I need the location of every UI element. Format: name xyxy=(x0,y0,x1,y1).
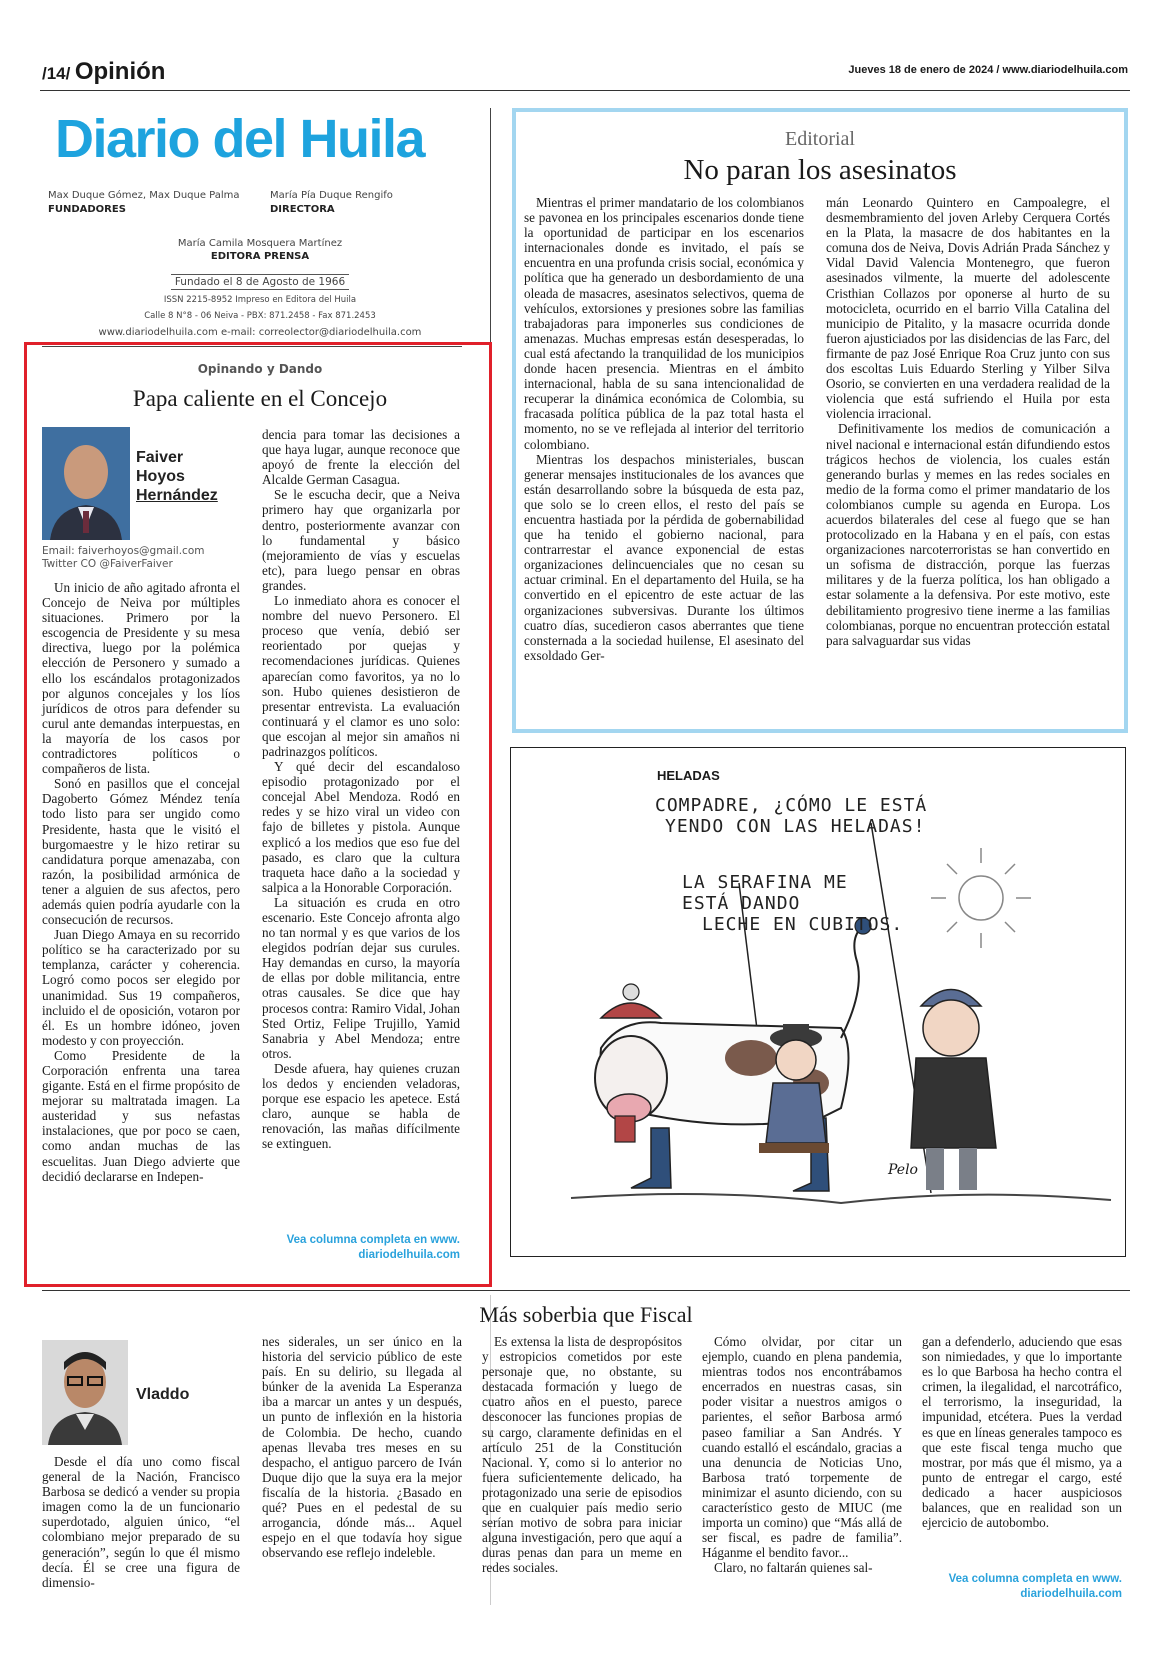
bottom-col1 xyxy=(42,1454,240,1590)
founders-names: Max Duque Gómez, Max Duque Palma xyxy=(48,190,240,201)
director-role: DIRECTORA xyxy=(270,204,335,215)
author-name: Faiver Hoyos Hernández xyxy=(136,449,218,504)
editorial-col1 xyxy=(524,195,804,663)
cartoonist-signature: Pelo xyxy=(888,1162,918,1178)
address: Calle 8 N°8 - 06 Neiva - PBX: 871.2458 - Fax 871.2453 xyxy=(144,311,376,321)
column-kicker: Opinando y Dando xyxy=(197,362,323,376)
bottom-col2 xyxy=(262,1334,462,1560)
column-body-col1 xyxy=(42,580,240,1184)
paragraph: Cómo olvidar, por citar un ejemplo, cuando en plena pandemia, mientras todos nos encontrábamos encerrados en nuestras casas, sin poder visitar a nuestros amigos o parientes, el señor Barbosa armó paseo familiar a San Andrés. Y cuando estalló el escándalo, gracias a una denuncia de Noticias Uno, Barbosa trató torpemente de minimizar el asunto diciendo, con su característico gesto de MIUC (me importa un comino) que “Más allá de ser fiscal, es padre de familia”. Háganme el bendito favor... xyxy=(702,1334,902,1561)
paragraph: Juan Diego Amaya en su recorrido político se ha caracterizado por su templanza, carácter y coherencia. Logró como pocos ser elegido por unanimidad. Sus 19 compañeros, incluido el de oposición, votaron por él. Es un hombre idóneo, joven modesto y con proyección. xyxy=(42,927,240,1048)
paragraph: gan a defenderlo, aduciendo que esas son nimiedades, y que lo importante es lo que Barbosa ha hecho contra el crimen, la ilegalidad, el narcotráfico, el terrorismo, la inseguridad, la impunidad, etcétera. Pues la verdad es que en líneas generales tampoco es que este fiscal tenga mucho que mostrar, por más que él mismo, ya a punto de entregar el cargo, esté dedicado a hacer auspiciosos balances, que en realidad son un ejercicio de autobombo. xyxy=(922,1334,1122,1531)
author-photo xyxy=(42,427,130,540)
vladdo-photo-image xyxy=(42,1340,128,1445)
paragraph: Un inicio de año agitado afronta el Concejo de Neiva por múltiples situaciones. Primero por la escogencia de Presidente y su mesa directiva, luego por la polémica elección de Personero y sumado a ello los escándalos protagonizados por algunos concejales y los líos jurídicos de otros para defender su curul ante demandas interpuestas, en la mayoría de los casos por contradictores políticos o compañeros de lista. xyxy=(42,580,240,777)
paragraph: Claro, no faltarán quienes sal- xyxy=(714,1560,873,1576)
paragraph: Como Presidente de la Corporación enfrenta una tarea gigante. Está en el firme propósito de mejorar su maltratada imagen. La austeridad y sus nefastas instalaciones, que por poco se caen, como andan muchas de las escuelitas. Juan Diego advierte que decidió declararse en Indepen- xyxy=(42,1047,240,1184)
paragraph: Desde afuera, hay quienes cruzan los dedos y encienden veladoras, porque ese espacio les apetece. Está claro, aunque se habla de renovación, las mañas difícilmente se extinguen. xyxy=(262,1060,460,1152)
read-more-link[interactable]: Vea columna completa en www. diariodelhuila.com xyxy=(286,1234,460,1261)
cartoon-title: HELADAS xyxy=(657,768,720,783)
editorial-col2 xyxy=(826,195,1110,648)
column-body-col2 xyxy=(262,427,460,1152)
paragraph: Mientras el primer mandatario de los colombianos se pavonea en los principales escenarios donde tiene la oportunidad de participar en los escenarios internacionales donde es invitado, el país se encuentra en una profunda crisis social, económica y política que ha generado un desbordamiento de una oleada de masacres, asesinatos selectivos, quema de vehículos, extorsiones y presiones sobre las familias trabajadoras para imponerles sus condiciones de amenazas. Muchas empresas están desesperadas, lo cual está afectando la tranquilidad de los municipios donde hacen presencia. Mientras en el ámbito internacional, habla de su sana intencionalidad de recuperar la dinámica económica de Colombia, su fracasada política pública de la paz total hasta el momento, no se ve reflejada al interior del territorio colombiano. xyxy=(524,195,804,452)
paragraph: Desde el día uno como fiscal general de la Nación, Francisco Barbosa se dedicó a vender su propia imagen como la de un funcionario superdotado, alguien único, “el colombiano mejor preparado de su generación”, según lo que él mismo decía. Él se cree una figura de dimensio- xyxy=(42,1454,240,1590)
editorial-title: No paran los asesinatos xyxy=(683,154,957,186)
paragraph: Definitivamente los medios de comunicación a nivel nacional e internacional están difundiendo estos trágicos hechos de violencia, los cuales están generando burlas y memes en las redes sociales en medio de la forma como el primer mandatario de los colombianos cumple su agenda en Europa. Los acuerdos bilaterales del cese al fuego que se han protocolizado en la Habana y en el país, con estas organizaciones narcoterroristas se han convertido en un sofisma de distracción, porque las fuerzas militares y de la fuerza política, los han obligado a estar solamente a la defensiva. Por este motivo, este debilitamiento progresivo tiene inerme a las familias colombianas, porque no encuentran protección estatal para salvaguardar sus vidas xyxy=(826,421,1110,648)
issn: ISSN 2215-8952 Impreso en Editora del Huila xyxy=(163,295,357,305)
vladdo-photo xyxy=(42,1340,128,1445)
header-rule xyxy=(40,90,1130,91)
paragraph: Mientras los despachos ministeriales, buscan generar mensajes institucionales de los avances que están desarrollando sobre la búsqueda de esta paz, que solo se lo creen ellos, el resto del país se encuentra hastiada por la pérdida de gobernabilidad que ha tenido el gobierno nacional, para contrarrestar el avance exponencial de estas organizaciones delincuenciales que no cesan su actuar criminal. En el departamento del Huila, se ha convertido en el epicentro de este actuar de las organizaciones subversivas. Durante los últimos cuatro días, sucedieron casos aberrantes que tiene consternada a la sociedad huilense, El asesinato del exsoldado Ger- xyxy=(524,451,804,663)
editorial-kicker: Editorial xyxy=(785,128,855,150)
paragraph: Y qué decir del escandaloso episodio protagonizado por el concejal Abel Mendoza. Rodó en redes y se hizo viral un video con fajo de billetes y pistola. Aunque explicó a los medios que eso fue del pasado, es claro que la cultura traqueta hace daño a la sociedad y salpica a la Honorable Corporación. xyxy=(262,759,460,895)
founders xyxy=(48,190,248,215)
column-title: Papa caliente en el Concejo xyxy=(132,386,388,411)
editor-name: María Camila Mosquera Martínez xyxy=(177,238,343,249)
paragraph: Se le escucha decir, que a Neiva primero hay que organizarla por dentro, posteriormente avanzar con lo fundamental y básico (mejoramiento de vías y escuelas etc), para luego pensar en obras grandes. xyxy=(262,487,460,593)
founders-role: FUNDADORES xyxy=(48,204,126,215)
director-name: María Pía Duque Rengifo xyxy=(270,190,393,201)
editor-role: EDITORA PRENSA xyxy=(210,251,310,262)
editor xyxy=(40,238,480,262)
page-header xyxy=(42,58,165,86)
director xyxy=(270,190,470,215)
column-rule xyxy=(42,346,462,347)
bottom-col3 xyxy=(482,1334,682,1576)
author-email: Email: faiverhoyos@gmail.com xyxy=(42,545,205,557)
web-email: www.diariodelhuila.com e-mail: correolector@diariodelhuila.com xyxy=(98,327,422,338)
author-photo-image xyxy=(42,427,130,540)
paragraph: nes siderales, un ser único en la historia del servicio público de este país. En su delirio, su llegada al búnker de la avenida La Esperanza iba a marcar un antes y un después, un punto de inflexión en la historia de Colombia. De hecho, cuando apenas llevaba tres meses en su despacho, el antiguo parcero de Iván Duque dijo que la suya era la mejor fiscalía de la historia. ¿Basado en qué? Pues en el pedestal de su arrogancia, dónde más... Aquel espejo en el que todavía hoy sigue observando ese reflejo indeleble. xyxy=(262,1334,462,1561)
paragraph: Sonó en pasillos que el concejal Dagoberto Gómez Méndez tenía todo listo para ser ungido como Presidente, hasta que le visitó el burgomaestre y le hizo retirar su candidatura porque amenazaba, con razón, la posibilidad armónica de tener a alguien de sus afectos, pero además quien podría ayudarle con la consecución de recursos. xyxy=(42,776,240,928)
bottom-rule xyxy=(42,1290,1130,1291)
paragraph: dencia para tomar las decisiones a que haya lugar, aunque reconoce que apoyó de frente la elección del Alcalde German Casagua. xyxy=(262,427,460,488)
vladdo-name: Vladdo xyxy=(136,1386,190,1403)
bottom-col4 xyxy=(702,1334,902,1576)
paragraph: Lo inmediato ahora es conocer el nombre del nuevo Personero. El proceso que venía, debió ser reorientado por quejas y recomendaciones jurídicas. Quienes aparecían como favoritos, ya no lo son. Hubo quienes desistieron de presentar entrevista. La evaluación continuará y el clamor es uno solo: que escojan al mejor sin amaños ni padrinazgos políticos. xyxy=(262,593,460,759)
speech-bubble-1: COMPADRE, ¿CÓMO LE ESTÁ YENDO CON LAS HELADAS! xyxy=(655,795,928,837)
paragraph: mán Leonardo Quintero en Campoalegre, el desmembramiento del joven Arleby Cerquera Cortés en la Plata, la masacre de dos habitantes en la comuna dos de Neiva, Dovis Adrián Prada Sánchez y Vidal David Valencia Montenegro, que fueron asesinados vilmente, la muerte del adolescente Cristhian Collazos por oponerse al hurto de su motocicleta, ocurrido en el barrio Villa Catalina del municipio de Pitalito, y la masacre ocurrida donde fueron ajusticiados por las disidencias de las Farc, del firmante de paz José Enrique Roa Cruz junto con sus dos escoltas Luis Eduardo Sterling y Yilber Silva Osorio, se convierten en una verdadera realidad de la violencia que está sufriendo el Huila por esta violencia irracional. xyxy=(826,195,1110,422)
paragraph: La situación es cruda en otro escenario. Este Concejo afronta algo no tan normal y es que varios de los elegidos podrían dejar sus curules. Hay demandas en curso, la mayoría de ellas por doble militancia, entre otras causales. Se dice que hay procesos contra: Ramiro Vidal, Johan Sted Ortiz, Felipe Trujillo, Yamid Sanabria y Abel Mendoza; entre otros. xyxy=(262,894,460,1061)
date-site: Jueves 18 de enero de 2024 / www.diariodelhuila.com xyxy=(848,64,1128,76)
founded-date: Fundado el 8 de Agosto de 1966 xyxy=(40,276,480,288)
masthead-logo: Diario del Huila xyxy=(55,109,425,169)
bottom-col5 xyxy=(922,1334,1122,1530)
section-title: Opinión xyxy=(74,58,166,85)
bottom-read-more-link[interactable]: Vea columna completa en www. diariodelhuila.com xyxy=(948,1573,1122,1600)
author-twitter: Twitter CO @FaiverFaiver xyxy=(42,558,173,570)
bottom-column-title: Más soberbia que Fiscal xyxy=(479,1302,693,1327)
page-number: /14/ xyxy=(42,64,71,83)
speech-bubble-2: LA SERAFINA ME ESTÁ DANDO LECHE EN CUBITOS. xyxy=(682,872,904,935)
paragraph: Es extensa la lista de despropósitos y estropicios cometidos por este personaje que, no obstante, su destacada formación y luego de cuatro años en el puesto, parece desconocer las funciones propias de su cargo, claramente definidas en el artículo 251 de la Constitución Nacional. Y, como si lo anterior no fuera suficientemente delicado, ha protagonizado una serie de episodios que en cualquier país medio serio serían motivo de sobra para iniciar alguna investigación, pero que aquí a duras penas dan para un meme en redes sociales. xyxy=(482,1334,682,1576)
